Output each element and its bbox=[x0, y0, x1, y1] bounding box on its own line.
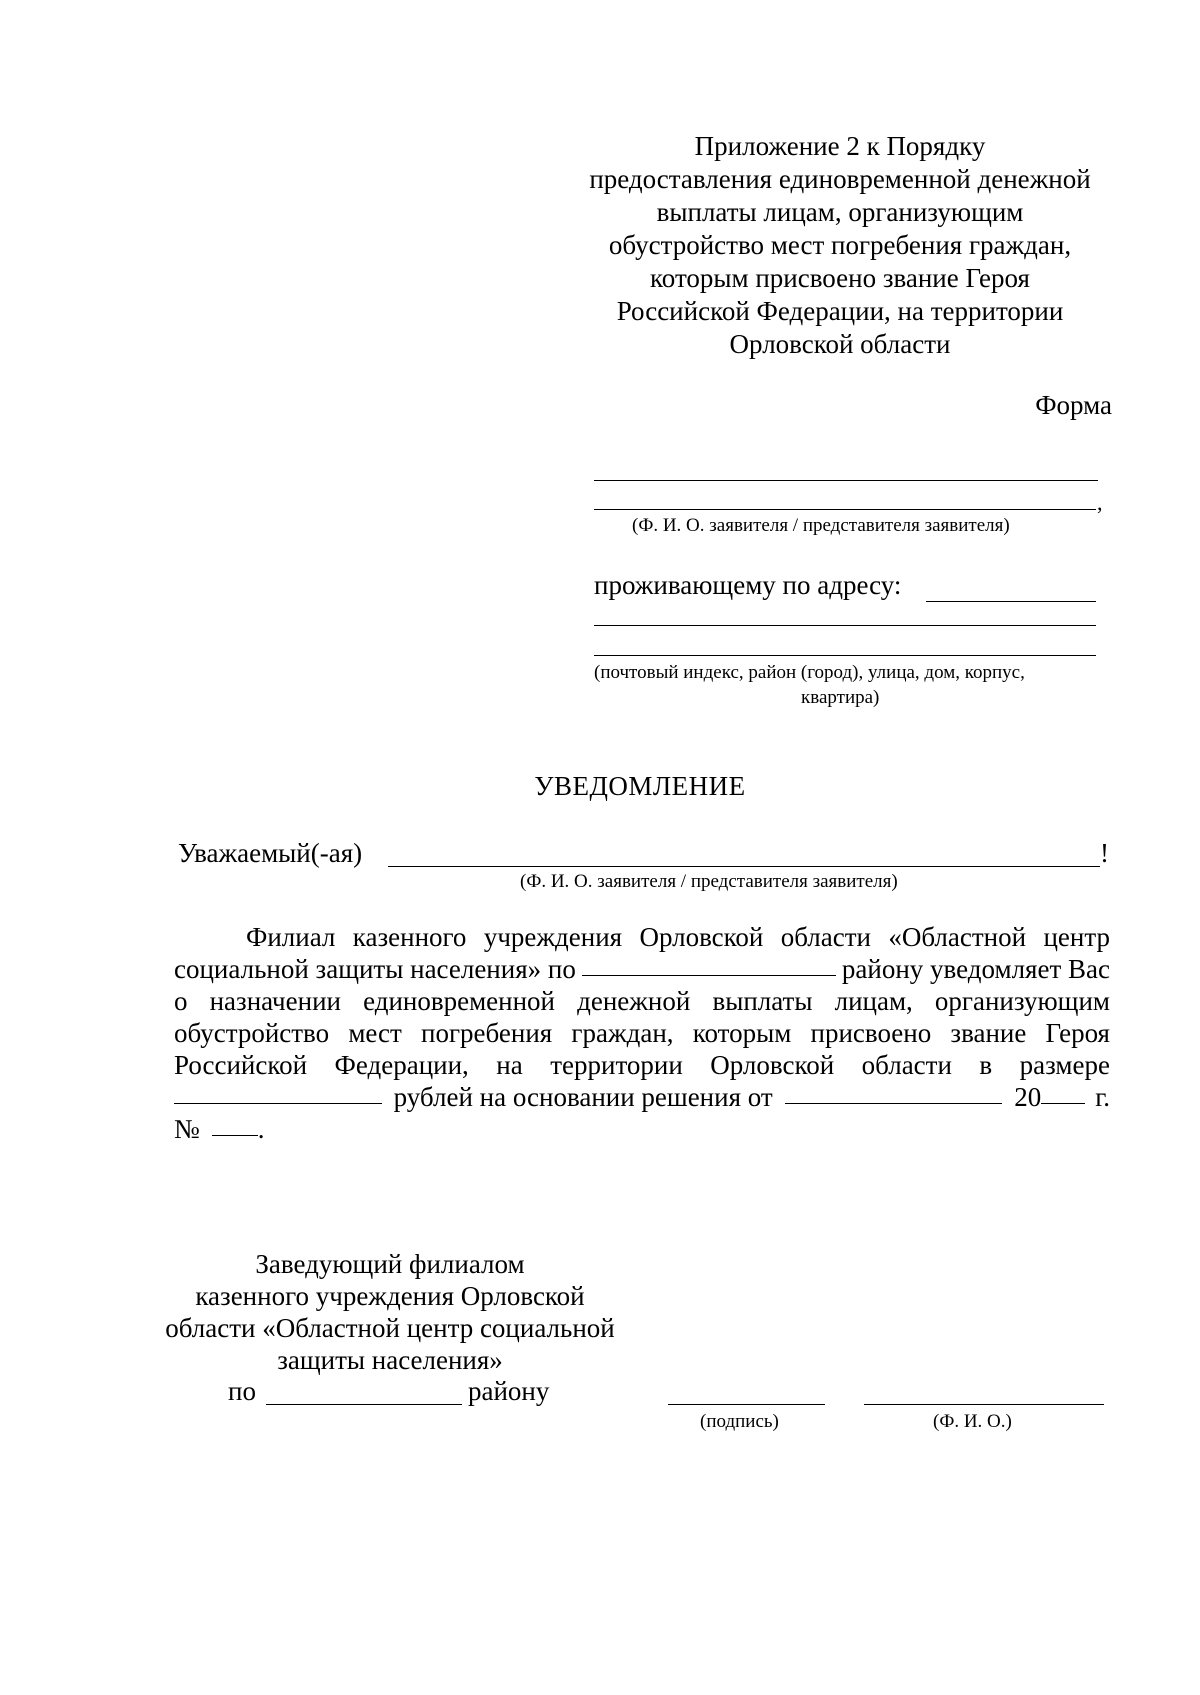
greeting-caption: (Ф. И. О. заявителя / представителя заявителя) bbox=[520, 871, 898, 892]
decision-year-field[interactable] bbox=[1041, 1081, 1085, 1104]
body-line-6: рублей на основании решения от 20 г. bbox=[174, 1081, 1110, 1113]
document-title: УВЕДОМЛЕНИЕ bbox=[534, 771, 746, 801]
signatory-line: области «Областной центр социальной bbox=[165, 1313, 615, 1343]
recipient-name-field-2[interactable] bbox=[594, 509, 1096, 510]
appendix-line: предоставления единовременной денежной bbox=[589, 164, 1091, 194]
address-label bbox=[594, 570, 901, 601]
fio-caption: (Ф. И. О.) bbox=[933, 1411, 1012, 1432]
recipient-comma: , bbox=[1097, 490, 1103, 515]
appendix-line: выплаты лицам, организующим bbox=[656, 197, 1024, 227]
signatory-line: казенного учреждения Орловской bbox=[195, 1281, 585, 1311]
greeting-label: Уважаемый(-ая) bbox=[178, 838, 363, 868]
body-line-1: Филиал казенного учреждения Орловской области «Областной центр bbox=[246, 922, 1110, 952]
address-caption-line2: квартира) bbox=[801, 687, 880, 708]
signatory-block bbox=[150, 1248, 630, 1376]
body-line-2: социальной защиты населения» по району уведомляет Вас bbox=[174, 954, 1110, 984]
decision-number-field[interactable] bbox=[212, 1113, 258, 1136]
signature-field[interactable] bbox=[668, 1404, 825, 1405]
greeting-name-field[interactable] bbox=[388, 866, 1100, 867]
body-line-7: № . bbox=[174, 1114, 265, 1144]
body-line-5: Российской Федерации, на территории Орловской области в размере bbox=[174, 1050, 1110, 1080]
signature-caption: (подпись) bbox=[700, 1411, 779, 1432]
signatory-line: защиты населения» bbox=[277, 1345, 503, 1375]
appendix-line: которым присвоено звание Героя bbox=[650, 263, 1030, 293]
amount-field[interactable] bbox=[174, 1081, 382, 1104]
appendix-line: Российской Федерации, на территории bbox=[616, 296, 1064, 326]
address-caption-line1: (почтовый индекс, район (город), улица, дом, корпус, bbox=[594, 662, 1025, 683]
form-label: Форма bbox=[1035, 390, 1112, 420]
signatory-line: Заведующий филиалом bbox=[255, 1249, 525, 1279]
appendix-line: обустройство мест погребения граждан, bbox=[608, 230, 1072, 260]
body-line-4: обустройство мест погребения граждан, которым присвоено звание Героя bbox=[174, 1018, 1110, 1048]
signatory-rayon: району bbox=[468, 1376, 550, 1406]
address-field-1[interactable] bbox=[926, 601, 1096, 602]
appendix-line: Приложение 2 к Порядку bbox=[694, 131, 986, 161]
signatory-po: по bbox=[228, 1376, 256, 1406]
appendix-heading bbox=[560, 130, 1120, 361]
address-field-2[interactable] bbox=[594, 625, 1096, 626]
appendix-line: Орловской области bbox=[729, 329, 951, 359]
decision-date-field[interactable] bbox=[785, 1081, 1003, 1104]
address-field-3[interactable] bbox=[594, 655, 1096, 656]
signatory-fio-field[interactable] bbox=[864, 1404, 1104, 1405]
greeting-exclamation: ! bbox=[1100, 838, 1109, 868]
signatory-district-field[interactable] bbox=[266, 1404, 462, 1405]
body-line-3: о назначении единовременной денежной выплаты лицам, организующим bbox=[174, 986, 1110, 1016]
address-label-text: проживающему по адресу: bbox=[594, 570, 902, 600]
district-field[interactable] bbox=[582, 953, 836, 976]
notification-body bbox=[174, 921, 1110, 1145]
recipient-name-field-1[interactable] bbox=[594, 480, 1098, 481]
recipient-name-caption: (Ф. И. О. заявителя / представителя заявителя) bbox=[632, 515, 1010, 536]
